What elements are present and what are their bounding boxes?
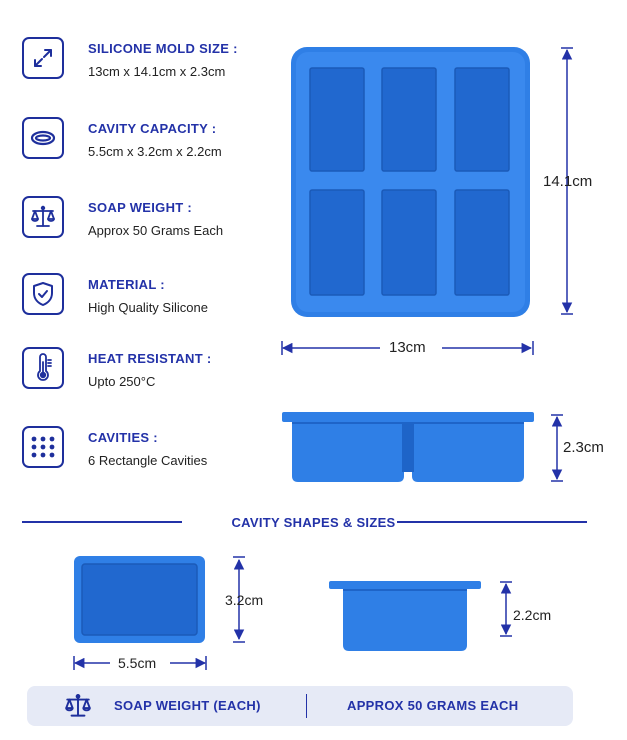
mold-cavity: [455, 190, 509, 295]
footer-bar: [27, 686, 573, 726]
spec-value: High Quality Silicone: [88, 300, 208, 315]
spec-value: Approx 50 Grams Each: [88, 223, 224, 238]
spec-title: SILICONE MOLD SIZE :: [88, 41, 238, 56]
cavity-height-label: 3.2cm: [225, 592, 264, 608]
spec-title: MATERIAL :: [88, 277, 165, 292]
mold-width-label: 13cm: [389, 339, 426, 356]
footer-label: SOAP WEIGHT (EACH): [114, 698, 261, 713]
cavity-side-view: [329, 581, 481, 651]
mold-cavity: [382, 190, 436, 295]
spec-value: 13cm x 14.1cm x 2.3cm: [88, 64, 226, 79]
section-divider-right: [397, 521, 587, 523]
section-title: CAVITY SHAPES & SIZES: [231, 515, 396, 530]
spec-value: 5.5cm x 3.2cm x 2.2cm: [88, 144, 222, 159]
cavity-width-label: 5.5cm: [118, 655, 157, 671]
spec-title: SOAP WEIGHT :: [88, 200, 193, 215]
footer-value: APPROX 50 GRAMS EACH: [347, 698, 519, 713]
cavity-depth-label: 2.2cm: [513, 607, 552, 623]
spec-title: CAVITIES :: [88, 430, 158, 445]
spec-value: Upto 250°C: [88, 374, 156, 389]
spec-title: HEAT RESISTANT :: [88, 351, 212, 366]
footer-divider: [306, 694, 307, 718]
mold-cavity: [310, 68, 364, 171]
cavity-top-view: [74, 556, 205, 643]
scale-icon: [63, 692, 93, 725]
mold-depth-dimension: [551, 415, 563, 481]
mold-cavity: [310, 190, 364, 295]
mold-side-view: [282, 412, 534, 482]
mold-top-view: [291, 47, 530, 317]
cavity-depth-dimension: [500, 582, 512, 636]
mold-cavity: [382, 68, 436, 171]
mold-height-label: 14.1cm: [543, 173, 593, 190]
mold-depth-label: 2.3cm: [563, 439, 604, 456]
spec-value: 6 Rectangle Cavities: [88, 453, 208, 468]
spec-title: CAVITY CAPACITY :: [88, 121, 217, 136]
mold-cavity: [455, 68, 509, 171]
